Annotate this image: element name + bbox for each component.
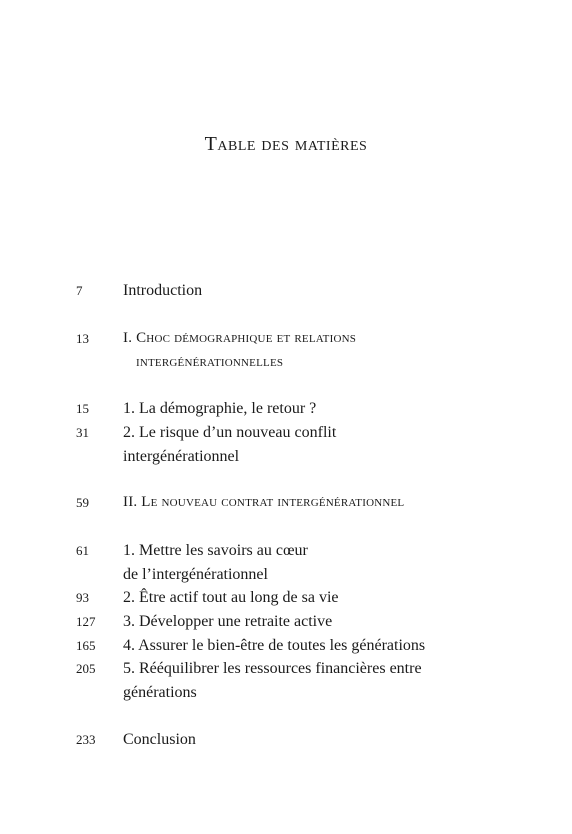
toc-entry-label (123, 634, 543, 658)
toc-entry-line: de l’intergénérationnel (123, 565, 268, 583)
toc-page-number: 13 (76, 331, 89, 346)
toc-page-number: 7 (76, 283, 83, 298)
toc-page-number: 61 (76, 543, 89, 558)
toc-entry-label (123, 657, 543, 704)
toc-page-number: 31 (76, 425, 89, 440)
toc-entry-line: II. Le nouveau contrat intergénérationnel (123, 494, 405, 510)
toc-page-number: 59 (76, 495, 89, 510)
toc-entry-label (123, 610, 543, 634)
toc-entry-line: I. Choc démographique et relations (123, 330, 357, 346)
page-title: Table des matières (204, 133, 368, 155)
toc-entry-line: 5. Rééquilibrer les ressources financières entre (123, 660, 422, 677)
toc-entry-line: 2. Être actif tout au long de sa vie (123, 589, 339, 606)
toc-entry-line: 1. Mettre les savoirs au cœur (123, 542, 308, 559)
toc-entry-line: 4. Assurer le bien-être de toutes les générations (123, 637, 426, 654)
toc-entry-line: intergénérationnelles (136, 353, 284, 370)
toc-entry-line: 3. Développer une retraite active (123, 613, 333, 630)
toc-entry-label (123, 421, 543, 468)
toc-entry-label (123, 728, 543, 752)
toc-entry-label (123, 327, 543, 374)
toc-page-number: 205 (76, 661, 96, 676)
toc-entry-line: intergénérationnel (123, 447, 240, 465)
toc-entry-label (123, 397, 543, 421)
toc-entry-line: Conclusion (123, 731, 196, 748)
toc-page-number: 127 (76, 614, 96, 629)
toc-entry-line: Introduction (123, 282, 203, 299)
toc-entry-label (123, 279, 543, 303)
toc-page-number: 93 (76, 590, 89, 605)
toc-entry-line: générations (123, 683, 197, 701)
toc-page-number: 233 (76, 732, 96, 747)
toc-entry-label (123, 539, 543, 586)
toc-entry-label (123, 586, 543, 610)
toc-page-number: 165 (76, 638, 96, 653)
toc-entry-line: 1. La démographie, le retour ? (123, 400, 317, 417)
toc-entry-label (123, 491, 543, 515)
toc-entry-line: 2. Le risque d’un nouveau conflit (123, 424, 337, 441)
toc-page-number: 15 (76, 401, 89, 416)
